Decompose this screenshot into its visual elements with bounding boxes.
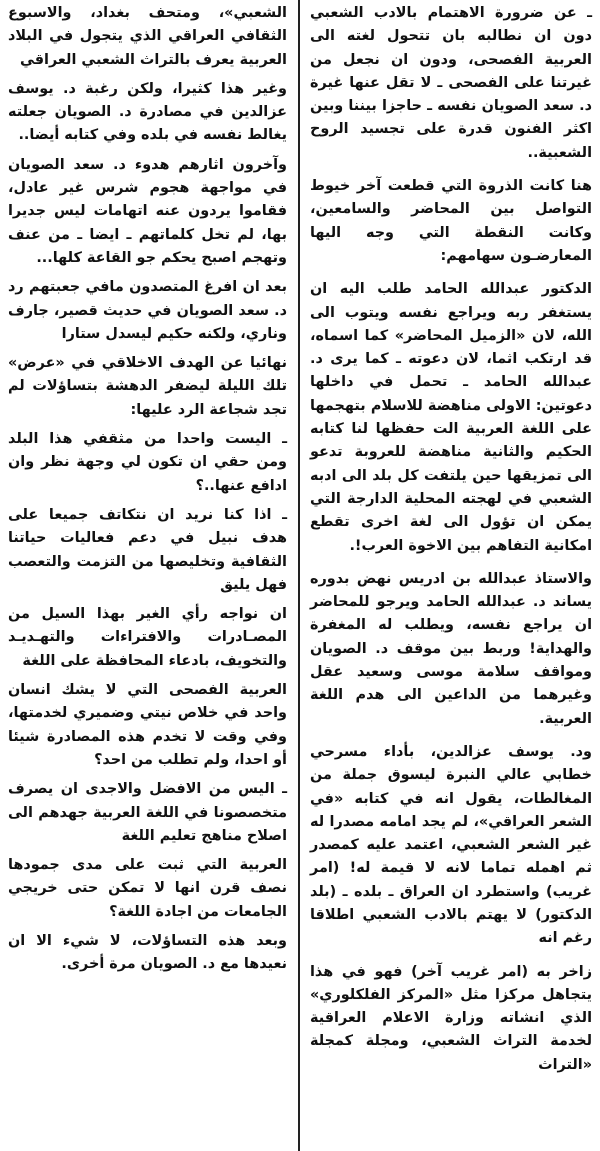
article-paragraph: الدكتور عبدالله الحامد طلب اليه ان يستغفر ربه ويراجع نفسه ويتوب الى الله، لان «الزميل المحاضر» كما اسماه، قد ارتكب اثما، لان دعوته ـ كما يرى د. عبدالله الحامد ـ تحمل في داخلها دعوتين: الاولى مناهضة للاسلام بتهجمها على اللغة العربية الت حفظها لنا كتابه الحكيم والثانية مناهضة للعروبة تدعو الى تمزيقها حين يلتفت كل بلد الى ادبه الشعبي في لهجته المحلية الدارجة التي يمكن ان تؤول الى لغة اخرى تقطع امكانية التفاهم بين الاخوة العرب!. xyxy=(310,281,592,554)
article-paragraph: ود. يوسف عزالدين، بأداء مسرحي خطابي عالي النبرة ليسوق جملة من المغالطات، يقول انه في كتابه «في الشعر العراقي»، لم يجد امامه مصدرا له غير الشعر الشعبي، اعتمد عليه كمصدر ثم اهمله تماما لانه لا قيمة له! (امر غريب) واستطرد ان العراق ـ بلده ـ (بلد الدكتور) لا يهتم بالادب الشعبي اطلاقا رغم انه xyxy=(310,743,592,947)
article-paragraph: ـ اليس من الافضل والاجدى ان يصرف متخصصونا في اللغة العربية جهدهم الى اصلاح مناهج تعليم اللغة xyxy=(8,781,287,844)
article-column-right xyxy=(304,0,600,1151)
article-paragraph: هنا كانت الذروة التي قطعت آخر خيوط التواصل بين المحاضر والسامعين، وكانت النقطة التي وجه اليها المعارضـون سهامهم: xyxy=(310,178,592,264)
article-paragraph: والاستاذ عبدالله بن ادريس نهض بدوره يساند د. عبدالله الحامد ويرجو للمحاضر ان يراجع نفسه، ويطلب له المغفرة والهداية! وربط بين موقف د. الصويان ومواقف سلامة موسى وسعيد عقل وغيرهما من الداعين الى هدم اللغة العربية. xyxy=(310,570,592,727)
article-paragraph: وغير هذا كثيرا، ولكن رغبة د. يوسف عزالدين في مصادرة د. الصويان جعلته يغالط نفسه في بلده وفي كتابه أيضا.. xyxy=(8,80,287,144)
article-paragraph: وآخرون اثارهم هدوء د. سعد الصويان في مواجهة هجوم شرس غير عادل، فقاموا يردون عنه اتهامات ليس جديرا بها، لم تخل كلماتهم ـ ايضا ـ من عنف وتهجم اصبح يحكم جو القاعة كلها... xyxy=(8,156,287,266)
article-paragraph: زاخر به (امر غريب آخر) فهو في هذا يتجاهل مركزا مثل «المركز الفلكلوري» الذي انشاته وزارة الاعلام العراقية لخدمة التراث الشعبي، ومجلة كمجلة «التراث xyxy=(310,963,592,1073)
article-paragraph: العربية التي ثبت على مدى جمودها نصف قرن انها لا تمكن حتى خريجي الجامعات من اجادة اللغة؟ xyxy=(8,857,287,920)
article-paragraph: ـ عن ضرورة الاهتمام بالادب الشعبي دون ان نطالبه بان تتحول لغته الى العربية الفصحى، ودون ان نجعل من غيرتنا على الفصحى ـ لا تقل عنها غيرة د. سعد الصويان نفسه ـ حاجزا بيننا وبين اكثر الفنون قدرة على تجسيد الروح الشعبية.. xyxy=(310,5,592,161)
article-paragraph: ان نواجه رأي الغير بهذا السيل من المصـادرات والافتراءات والتهـديـد والتخويف، بادعاء المحافظة على اللغة xyxy=(8,606,287,669)
article-paragraph: وبعد هذه التساؤلات، لا شيء الا ان نعيدها مع د. الصويان مرة أخرى. xyxy=(8,932,287,973)
article-paragraph: العربية الفصحى التي لا يشك انسان واحد في خلاص نيتي وضميري لخدمتها، وفي وقت لا تخدم هذه المصادرة شيئا أو احدا، ولم تطلب من احد؟ xyxy=(8,682,287,768)
column-divider xyxy=(298,0,300,1151)
article-paragraph: نهائيا عن الهدف الاخلاقي في «عرض» تلك الليلة ليضفر الدهشة بتساؤلات لم تجد شجاعة الرد عليها: xyxy=(8,355,287,418)
article-column-left xyxy=(0,0,293,1151)
article-paragraph: الشعبي»، ومتحف بغداد، والاسبوع الثقافي العراقي الذي يتجول في البلاد العربية يعرف بالتراث الشعبي العراقي xyxy=(8,5,287,68)
article-paragraph: ـ اليست واحدا من مثقفي هذا البلد ومن حقي ان تكون لي وجهة نظر وان ادافع عنها..؟ xyxy=(8,431,287,494)
article-paragraph: بعد ان افرغ المتصدون مافي جعبتهم رد د. سعد الصويان في حديث قصير، جارف وناري، ولكنه حكيم ليسدل ستارا xyxy=(8,279,287,342)
article-paragraph: ـ اذا كنا نريد ان نتكاتف جميعا على هدف نبيل في دعم فعاليات حياتنا الثقافية وتخليصها من التزمت والتعصب فهل يليق xyxy=(8,506,287,593)
